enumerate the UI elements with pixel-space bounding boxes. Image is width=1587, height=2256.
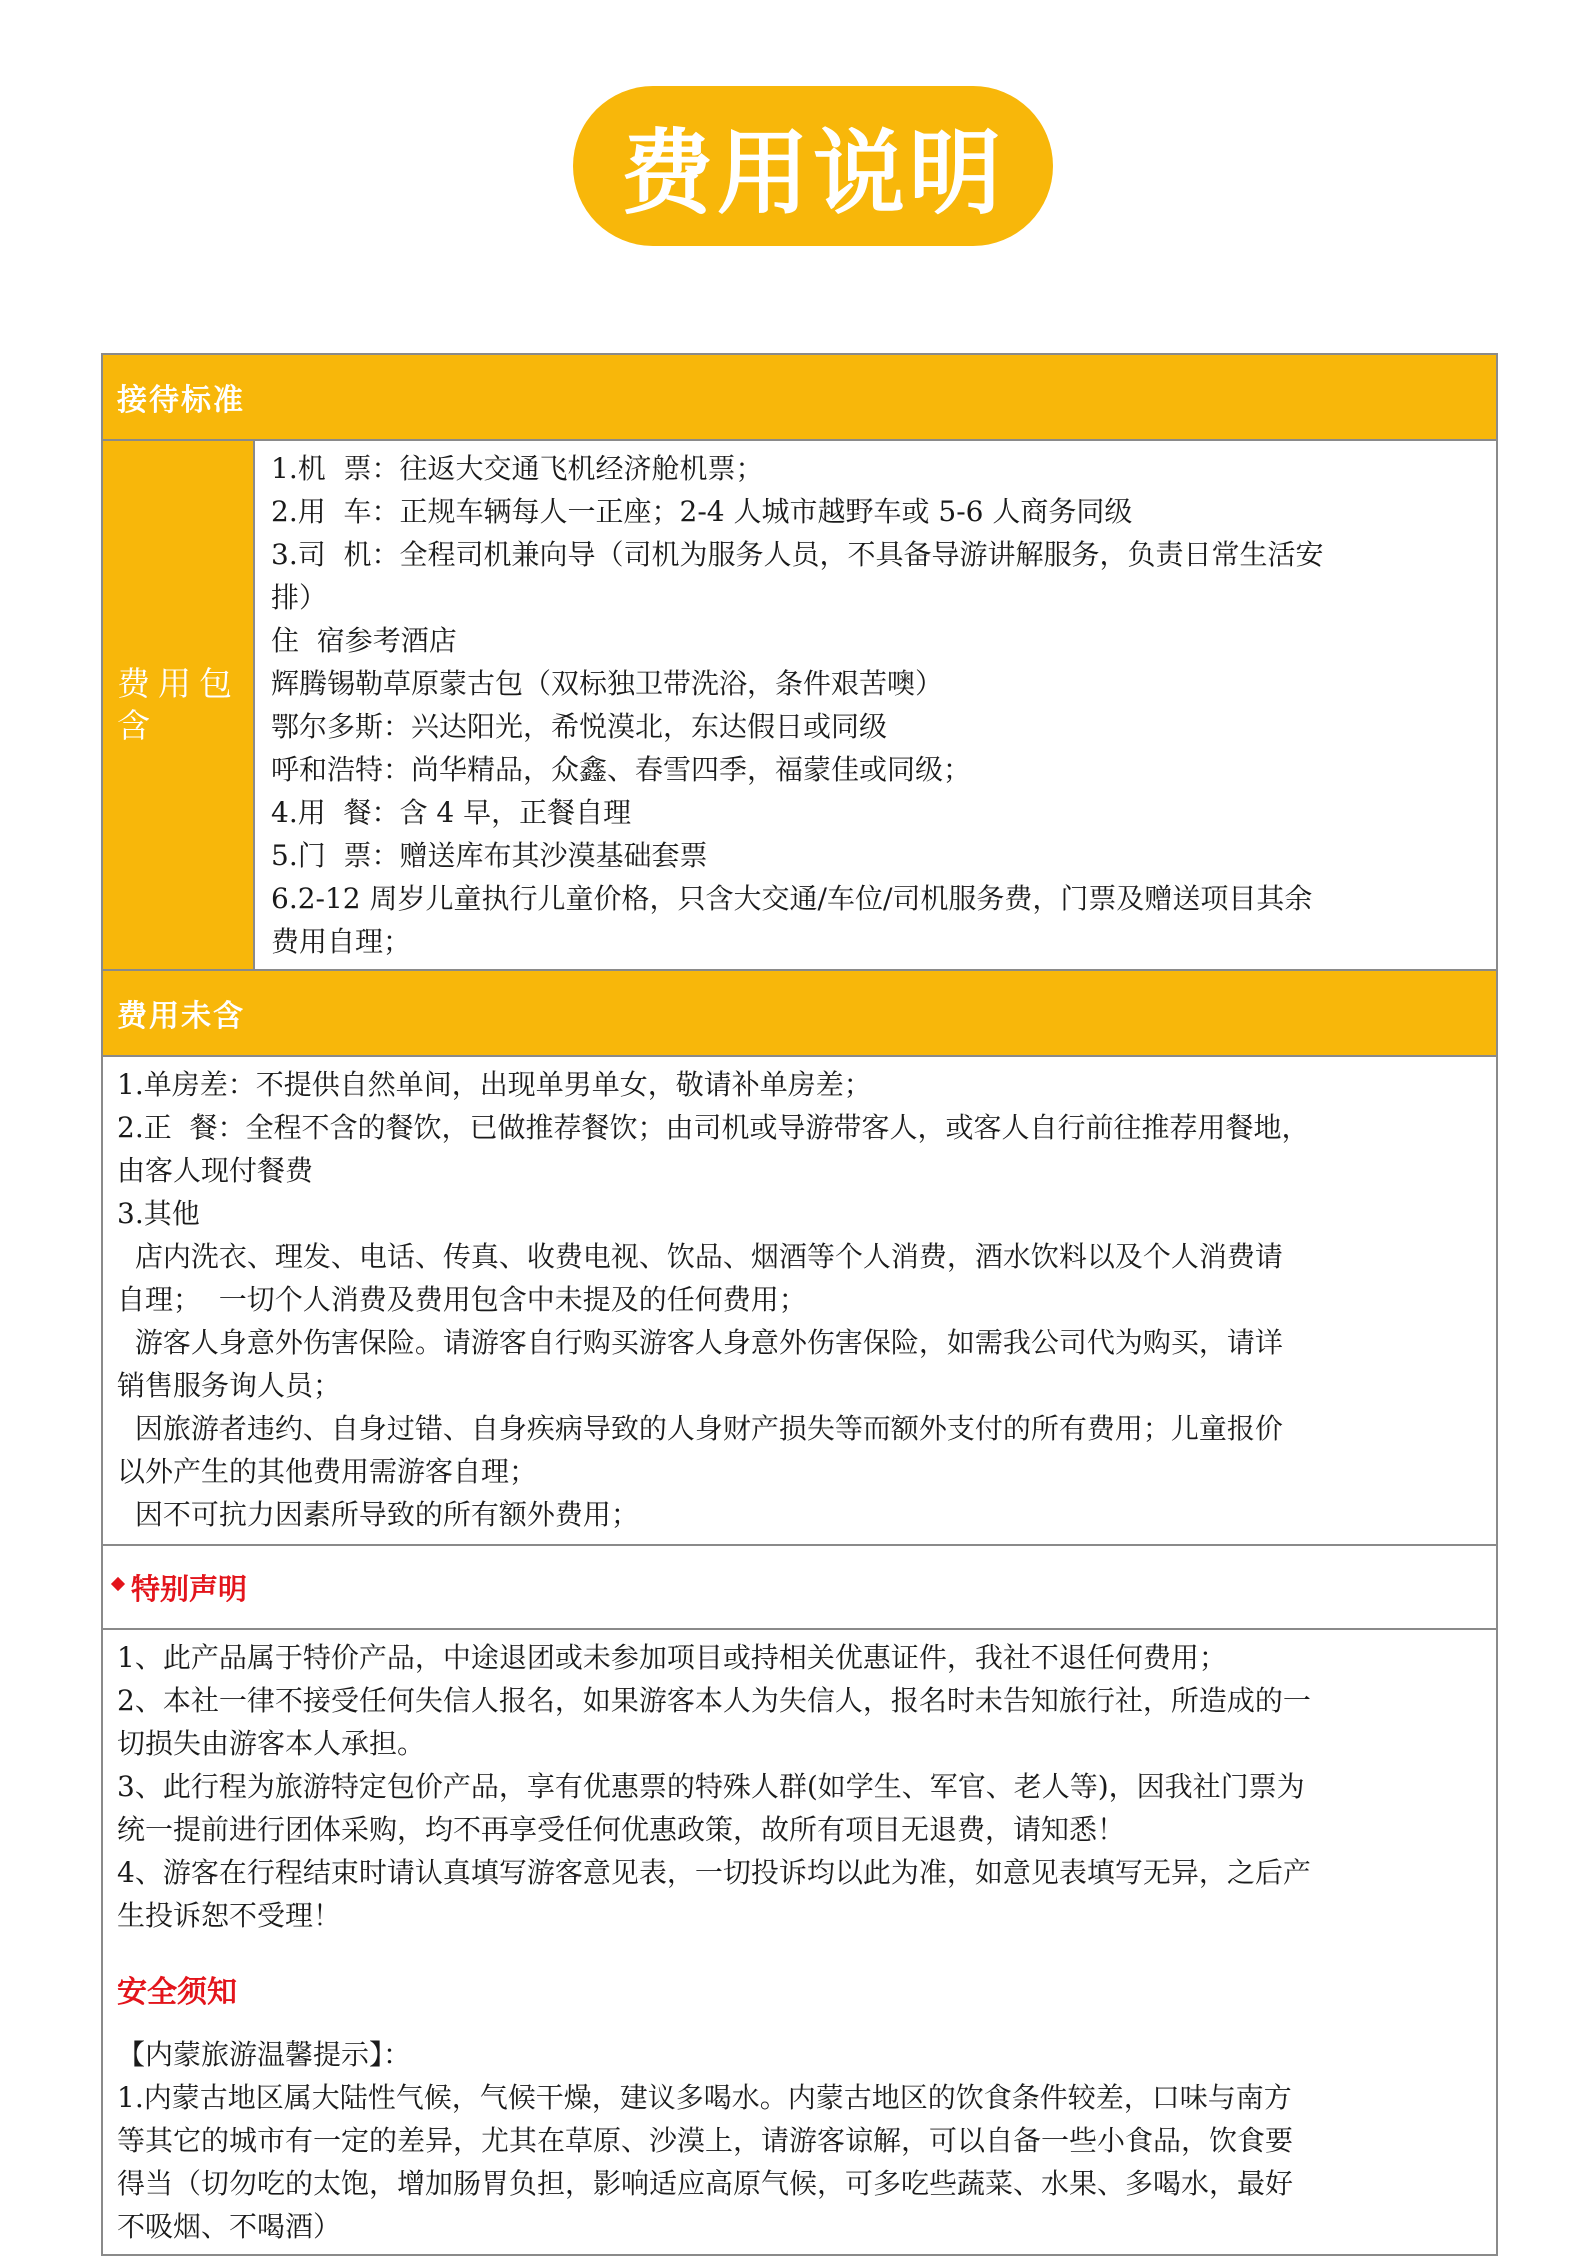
- text-line: 1.内蒙古地区属大陆性气候，气候干燥，建议多喝水。内蒙古地区的饮食条件较差，口味与南方: [117, 2081, 1292, 2114]
- page-title: 费用说明: [620, 119, 1005, 227]
- text-line: 2.正 餐：全程不含的餐饮，已做推荐餐饮；由司机或导游带客人，或客人自行前往推荐用餐地，: [117, 1111, 1310, 1144]
- text-line: 切损失由游客本人承担。: [117, 1727, 426, 1760]
- text-line: 2、本社一律不接受任何失信人报名，如果游客本人为失信人，报名时未告知旅行社，所造成的一: [117, 1684, 1311, 1717]
- text-line: 不吸烟、不喝酒）: [117, 2210, 342, 2243]
- diamond-bullet-icon: [111, 1577, 125, 1591]
- text-line: 4.用 餐：含 4 早，正餐自理: [271, 796, 632, 829]
- text-line: 统一提前进行团体采购，均不再享受任何优惠政策，故所有项目无退费，请知悉！: [117, 1813, 1126, 1846]
- text-line: 销售服务询人员；: [117, 1369, 342, 1402]
- text-line: 费用自理；: [271, 925, 412, 958]
- text-line: 游客人身意外伤害保险。请游客自行购买游客人身意外伤害保险，如需我公司代为购买，请详: [117, 1326, 1283, 1359]
- text-line: 由客人现付餐费: [117, 1154, 314, 1187]
- section-header-special: [103, 1546, 1496, 1630]
- text-line: 住 宿参考酒店: [271, 624, 457, 657]
- title-banner: [573, 86, 1053, 246]
- text-line: 3.司 机：全程司机兼向导（司机为服务人员，不具备导游讲解服务，负责日常生活安: [271, 538, 1324, 571]
- text-line: 鄂尔多斯：兴达阳光，希悦漠北，东达假日或同级: [271, 710, 888, 743]
- text-line: 等其它的城市有一定的差异，尤其在草原、沙漠上，请游客谅解，可以自备一些小食品，饮食要: [117, 2124, 1294, 2157]
- included-label: 费用包含: [117, 664, 240, 745]
- included-row: [103, 441, 1496, 971]
- text-line: 以外产生的其他费用需游客自理；: [117, 1455, 538, 1488]
- text-line: 1.单房差：不提供自然单间，出现单男单女，敬请补单房差；: [117, 1068, 872, 1101]
- text-line: 得当（切勿吃的太饱，增加肠胃负担，影响适应高原气候，可多吃些蔬菜、水果、多喝水，最好: [117, 2167, 1294, 2200]
- text-line: 生投诉恕不受理！: [117, 1899, 342, 1932]
- fee-table: [101, 353, 1498, 2256]
- text-line: 5.门 票：赠送库布其沙漠基础套票: [271, 839, 708, 872]
- special-list: [117, 1636, 1486, 1937]
- text-line: 店内洗衣、理发、电话、传真、收费电视、饮品、烟酒等个人消费，酒水饮料以及个人消费请: [117, 1240, 1283, 1273]
- text-line: 辉腾锡勒草原蒙古包（双标独卫带洗浴，条件艰苦噢）: [271, 667, 944, 700]
- section-header-reception: [103, 355, 1496, 441]
- text-line: 3.其他: [117, 1197, 200, 1230]
- special-and-safety-block: [103, 1630, 1496, 2254]
- safety-list: [117, 2033, 1486, 2248]
- text-line: 因旅游者违约、自身过错、自身疾病导致的人身财产损失等而额外支付的所有费用；儿童报价: [117, 1412, 1283, 1445]
- section-header-not-included: [103, 971, 1496, 1057]
- section-title: 接待标准: [117, 383, 245, 418]
- text-line: 因不可抗力因素所导致的所有额外费用；: [117, 1498, 639, 1531]
- text-line: 【内蒙旅游温馨提示】：: [117, 2038, 412, 2071]
- included-label-cell: [103, 441, 255, 969]
- section-title: 费用未含: [117, 999, 245, 1034]
- text-line: 呼和浩特：尚华精品，众鑫、春雪四季，福蒙佳或同级；: [271, 753, 972, 786]
- text-line: 4、游客在行程结束时请认真填写游客意见表，一切投诉均以此为准，如意见表填写无异，之后产: [117, 1856, 1311, 1889]
- not-included-list: [103, 1057, 1496, 1546]
- text-line: 3、此行程为旅游特定包价产品，享有优惠票的特殊人群(如学生、军官、老人等)，因我社门票为: [117, 1770, 1305, 1803]
- section-title: 特别声明: [131, 1571, 248, 1606]
- included-list: [255, 441, 1496, 969]
- text-line: 1.机 票：往返大交通飞机经济舱机票；: [271, 452, 764, 485]
- text-line: 自理； 一切个人消费及费用包含中未提及的任何费用；: [117, 1283, 807, 1316]
- text-line: 6.2-12 周岁儿童执行儿童价格，只含大交通/车位/司机服务费，门票及赠送项目其余: [271, 882, 1313, 915]
- text-line: 1、此产品属于特价产品，中途退团或未参加项目或持相关优惠证件，我社不退任何费用；: [117, 1641, 1227, 1674]
- text-line: 排）: [271, 581, 328, 614]
- text-line: 2.用 车：正规车辆每人一正座；2-4 人城市越野车或 5-6 人商务同级: [271, 495, 1133, 528]
- safety-heading: 安全须知: [117, 1975, 237, 2010]
